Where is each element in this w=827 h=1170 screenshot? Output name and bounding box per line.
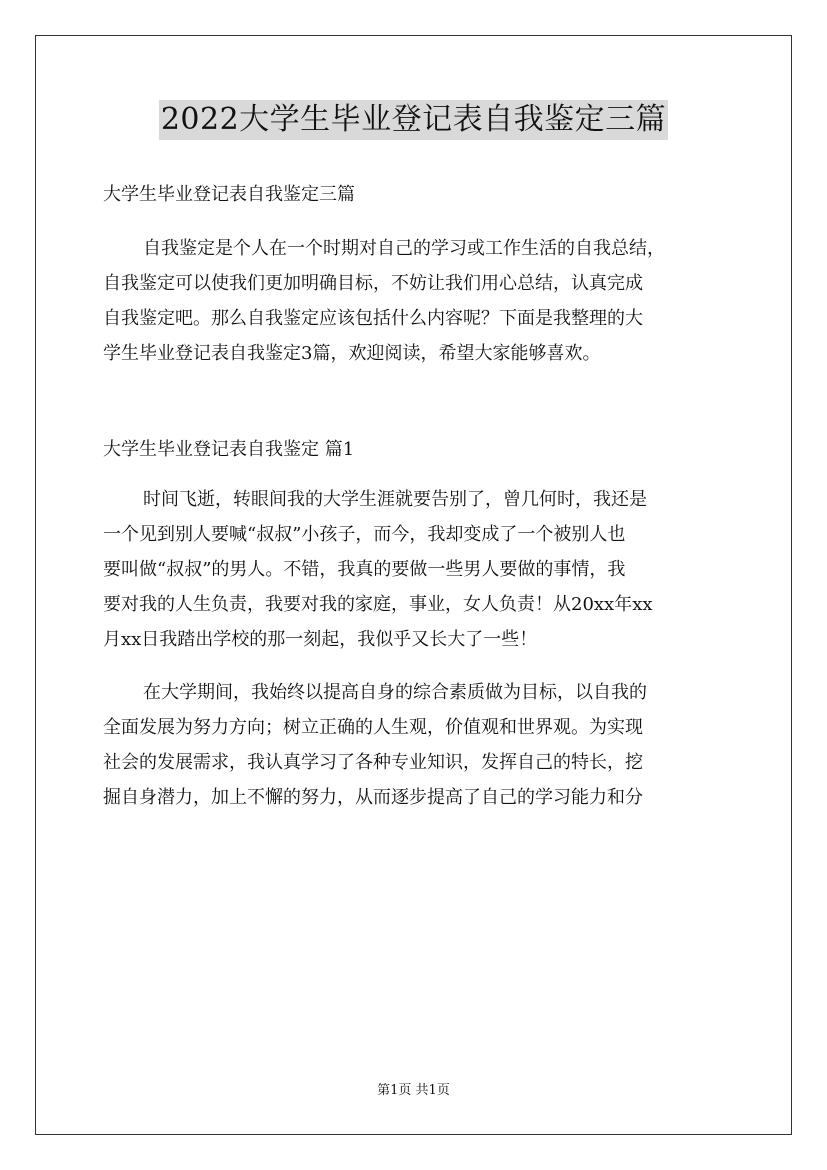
- section-gap: [103, 391, 727, 433]
- body-line: 在大学期间，我始终以提高自身的综合素质做为目标，以自我的: [143, 682, 647, 703]
- body-line: 时间飞逝，转眼间我的大学生涯就要告别了，曾几何时，我还是: [143, 489, 647, 510]
- title-wrap: [0, 100, 827, 140]
- body-line: 月xx日我踏出学校的那一刻起，我似乎又长大了一些！: [103, 629, 538, 650]
- body-line: 社会的发展需求，我认真学习了各种专业知识，发挥自己的特长，挖: [103, 752, 643, 773]
- intro-line: 自我鉴定可以使我们更加明确目标，不妨让我们用心总结，认真完成: [103, 273, 643, 294]
- intro-paragraph: [103, 231, 727, 371]
- document-subtitle: 大学生毕业登记表自我鉴定三篇: [103, 184, 355, 205]
- body-line: 掘自身潜力，加上不懈的努力，从而逐步提高了自己的学习能力和分: [103, 787, 643, 808]
- body-line: 一个见到别人要喊“叔叔”小孩子，而今，我却变成了一个被别人也: [103, 524, 626, 545]
- intro-line: 学生毕业登记表自我鉴定3篇，欢迎阅读，希望大家能够喜欢。: [103, 343, 601, 364]
- body-line: 要叫做“叔叔”的男人。不错，我真的要做一些男人要做的事情，我: [103, 559, 626, 580]
- page-title: 2022大学生毕业登记表自我鉴定三篇: [159, 100, 668, 140]
- body-paragraph: [103, 482, 727, 657]
- page-footer: 第1页 共1页: [377, 1083, 450, 1098]
- document-body: [103, 178, 727, 835]
- intro-line: 自我鉴定吧。那么自我鉴定应该包括什么内容呢？下面是我整理的大: [103, 308, 643, 329]
- body-line: 全面发展为努力方向；树立正确的人生观，价值观和世界观。为实现: [103, 717, 643, 738]
- section-heading: 大学生毕业登记表自我鉴定 篇1: [103, 439, 355, 460]
- body-line: 要对我的人生负责，我要对我的家庭，事业，女人负责！从20xx年xx: [103, 594, 653, 615]
- intro-line: 自我鉴定是个人在一个时期对自己的学习或工作生活的自我总结，: [143, 238, 665, 259]
- body-paragraph: [103, 675, 727, 815]
